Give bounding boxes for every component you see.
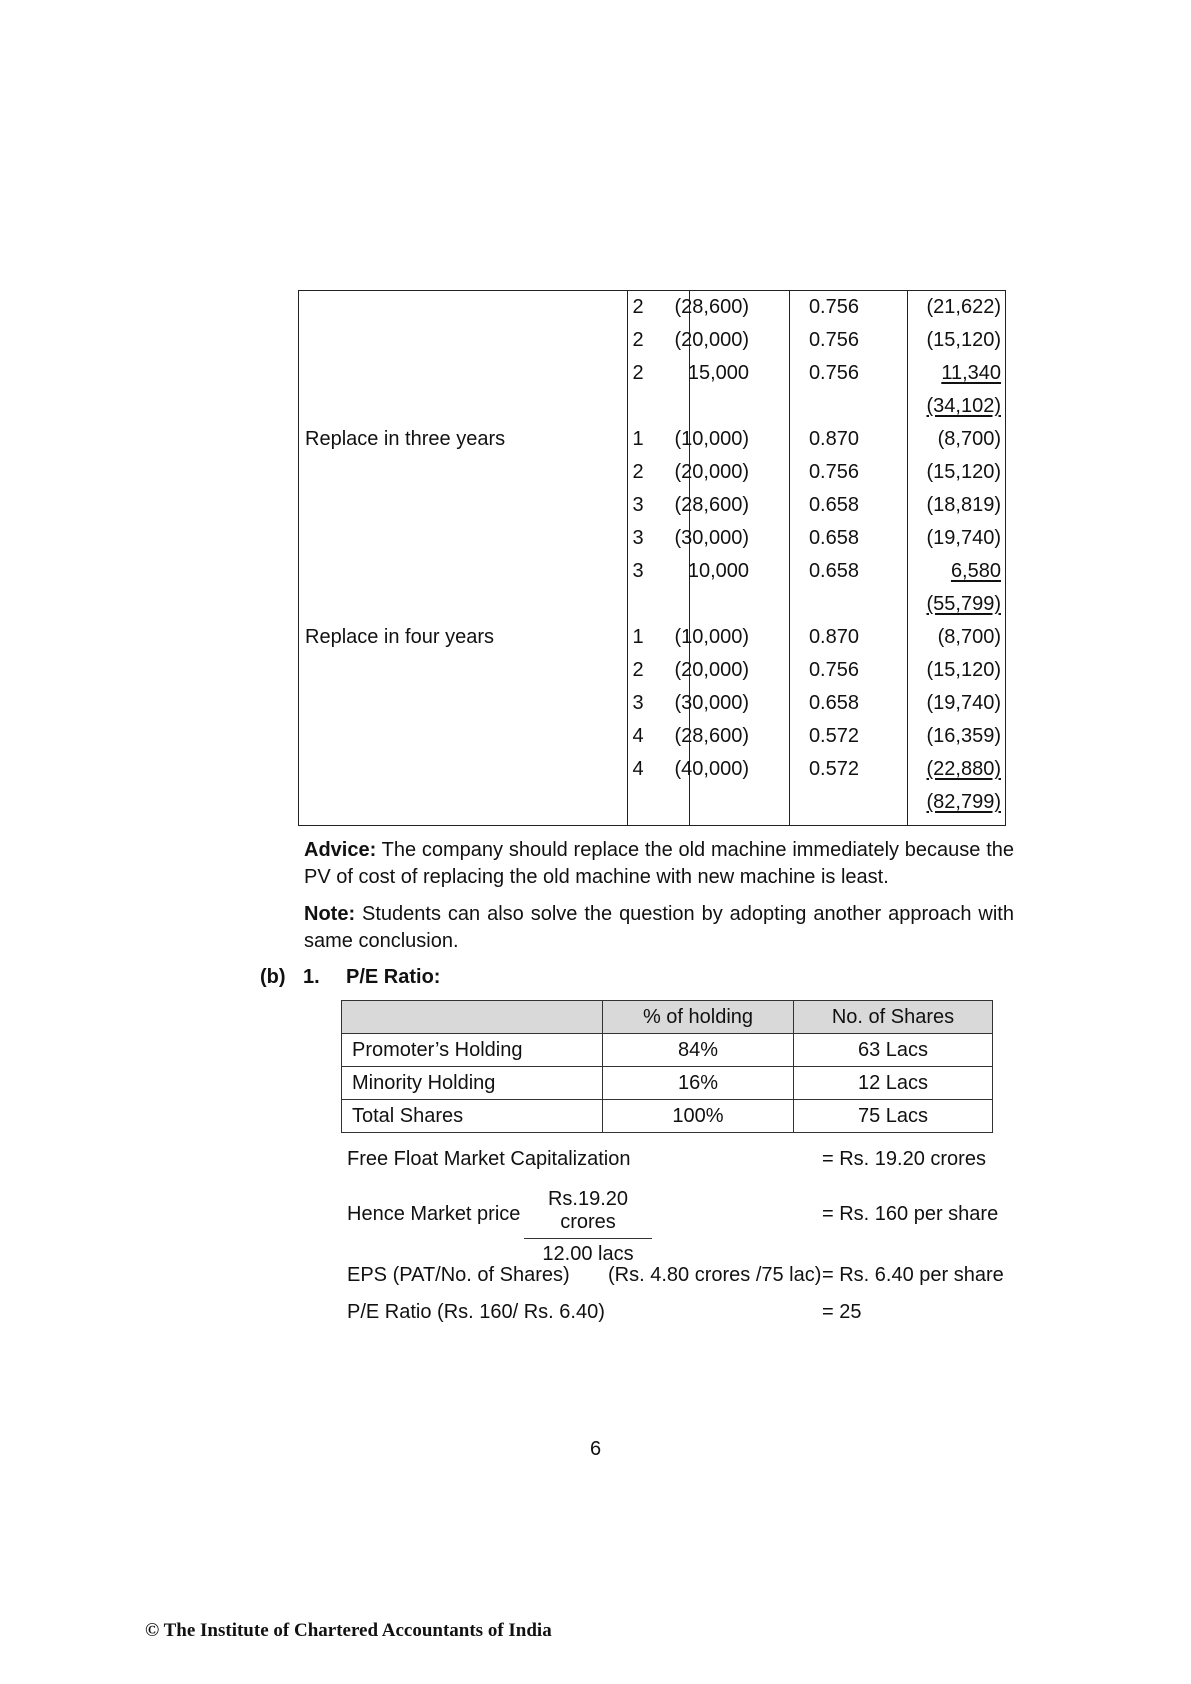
table-row	[299, 357, 1005, 390]
present-value-cell: (82,799)	[926, 791, 1001, 813]
table-row	[299, 786, 1005, 819]
cash-flow-cell: (20,000)	[674, 461, 749, 483]
holding-table	[341, 1000, 993, 1133]
eps-value: = Rs. 6.40 per share	[822, 1264, 1004, 1286]
holding-type: Total Shares	[342, 1100, 603, 1133]
note-text: Students can also solve the question by adopting another approach with same conclusion.	[304, 903, 1014, 952]
year-cell: 3	[632, 560, 644, 582]
present-value-cell: (18,819)	[926, 494, 1001, 516]
free-float-value: = Rs. 19.20 crores	[822, 1148, 986, 1170]
cash-flow-cell: (28,600)	[674, 725, 749, 747]
cash-flow-cell: (28,600)	[674, 296, 749, 318]
cash-flow-cell: (30,000)	[674, 527, 749, 549]
eps-label: EPS (PAT/No. of Shares)	[347, 1264, 570, 1286]
table-row	[299, 687, 1005, 720]
present-value-cell: 6,580	[950, 560, 1001, 582]
table-row	[299, 522, 1005, 555]
header-cell	[342, 1001, 603, 1034]
present-value-cell: (8,700)	[937, 428, 1001, 450]
footer-copyright: © The Institute of Chartered Accountants of India	[145, 1620, 552, 1641]
table-row	[299, 588, 1005, 621]
table-row	[299, 720, 1005, 753]
table-row	[299, 423, 1005, 456]
table-row	[299, 555, 1005, 588]
holding-type: Minority Holding	[342, 1067, 603, 1100]
cash-flow-cell: (10,000)	[674, 428, 749, 450]
holding-type: Promoter’s Holding	[342, 1034, 603, 1067]
year-cell: 1	[632, 626, 644, 648]
market-price-value: = Rs. 160 per share	[822, 1203, 999, 1225]
table-row	[299, 390, 1005, 423]
present-value-cell: 11,340	[941, 362, 1001, 384]
discount-factor-cell: 0.756	[808, 659, 859, 681]
year-cell: 1	[632, 428, 644, 450]
year-cell: 2	[632, 296, 644, 318]
discount-factor-cell: 0.870	[808, 626, 859, 648]
year-cell: 3	[632, 692, 644, 714]
section-number: 1.	[303, 966, 320, 988]
cash-flow-cell: (20,000)	[674, 659, 749, 681]
table-row	[299, 324, 1005, 357]
cash-flow-cell: (20,000)	[674, 329, 749, 351]
table-row	[342, 1100, 993, 1133]
present-value-cell: (19,740)	[926, 527, 1001, 549]
year-cell: 2	[632, 659, 644, 681]
cash-flow-cell: (28,600)	[674, 494, 749, 516]
discount-factor-cell: 0.658	[808, 692, 859, 714]
advice-paragraph	[304, 837, 1014, 891]
year-cell: 2	[632, 362, 644, 384]
present-value-cell: (21,622)	[926, 296, 1001, 318]
year-cell: 4	[632, 725, 644, 747]
holding-shares: 75 Lacs	[794, 1100, 993, 1133]
table-row	[299, 456, 1005, 489]
option-label: Replace in three years	[305, 428, 506, 450]
year-cell: 4	[632, 758, 644, 780]
holding-shares: 63 Lacs	[794, 1034, 993, 1067]
table-row	[299, 291, 1005, 324]
section-title: P/E Ratio:	[346, 966, 441, 988]
table-row	[299, 753, 1005, 786]
market-price-label: Hence Market price	[347, 1203, 521, 1225]
fraction-denominator: 12.00 lacs	[542, 1243, 634, 1265]
table-row	[299, 621, 1005, 654]
holding-percent: 100%	[603, 1100, 794, 1133]
market-price-fraction	[524, 1188, 652, 1266]
cash-flow-cell: 15,000	[687, 362, 749, 384]
year-cell: 3	[632, 494, 644, 516]
cash-flow-cell: (40,000)	[674, 758, 749, 780]
advice-text: The company should replace the old machine immediately because the PV of cost of replacing the old machine with new machine is least.	[304, 839, 1014, 888]
section-part: (b)	[260, 966, 286, 988]
year-cell: 2	[632, 461, 644, 483]
table-row	[342, 1034, 993, 1067]
present-value-cell: (15,120)	[926, 329, 1001, 351]
present-value-cell: (55,799)	[926, 593, 1001, 615]
present-value-cell: (16,359)	[926, 725, 1001, 747]
discount-factor-cell: 0.658	[808, 494, 859, 516]
present-value-cell: (19,740)	[926, 692, 1001, 714]
fraction-numerator: Rs.19.20 crores	[524, 1188, 652, 1239]
cash-flow-cell: (30,000)	[674, 692, 749, 714]
discount-factor-cell: 0.572	[808, 758, 859, 780]
discount-factor-cell: 0.756	[808, 362, 859, 384]
discount-factor-cell: 0.756	[808, 461, 859, 483]
advice-label: Advice:	[304, 839, 377, 861]
table-row	[342, 1067, 993, 1100]
holding-shares: 12 Lacs	[794, 1067, 993, 1100]
present-value-cell: (22,880)	[926, 758, 1001, 780]
year-cell: 2	[632, 329, 644, 351]
discount-factor-cell: 0.756	[808, 296, 859, 318]
discount-factor-cell: 0.658	[808, 527, 859, 549]
cash-flow-cell: (10,000)	[674, 626, 749, 648]
eps-formula: (Rs. 4.80 crores /75 lac)	[608, 1264, 822, 1286]
cash-flow-cell: 10,000	[687, 560, 749, 582]
present-value-cell: (15,120)	[926, 659, 1001, 681]
present-value-cell: (34,102)	[926, 395, 1001, 417]
cash-flow-table	[298, 290, 1006, 826]
present-value-cell: (8,700)	[937, 626, 1001, 648]
free-float-label: Free Float Market Capitalization	[347, 1148, 631, 1170]
holding-percent: 16%	[603, 1067, 794, 1100]
pe-ratio-value: = 25	[822, 1301, 862, 1323]
year-cell: 3	[632, 527, 644, 549]
pe-ratio-label: P/E Ratio (Rs. 160/ Rs. 6.40)	[347, 1301, 605, 1323]
note-paragraph	[304, 901, 1014, 955]
option-label: Replace in four years	[305, 626, 494, 648]
page-number: 6	[589, 1438, 602, 1460]
table-row	[299, 489, 1005, 522]
holding-percent: 84%	[603, 1034, 794, 1067]
table-row	[299, 654, 1005, 687]
header-cell: No. of Shares	[794, 1001, 993, 1034]
header-cell: % of holding	[603, 1001, 794, 1034]
present-value-cell: (15,120)	[926, 461, 1001, 483]
discount-factor-cell: 0.658	[808, 560, 859, 582]
note-label: Note:	[304, 903, 356, 925]
discount-factor-cell: 0.756	[808, 329, 859, 351]
discount-factor-cell: 0.572	[808, 725, 859, 747]
discount-factor-cell: 0.870	[808, 428, 859, 450]
holding-table-header	[342, 1001, 993, 1034]
